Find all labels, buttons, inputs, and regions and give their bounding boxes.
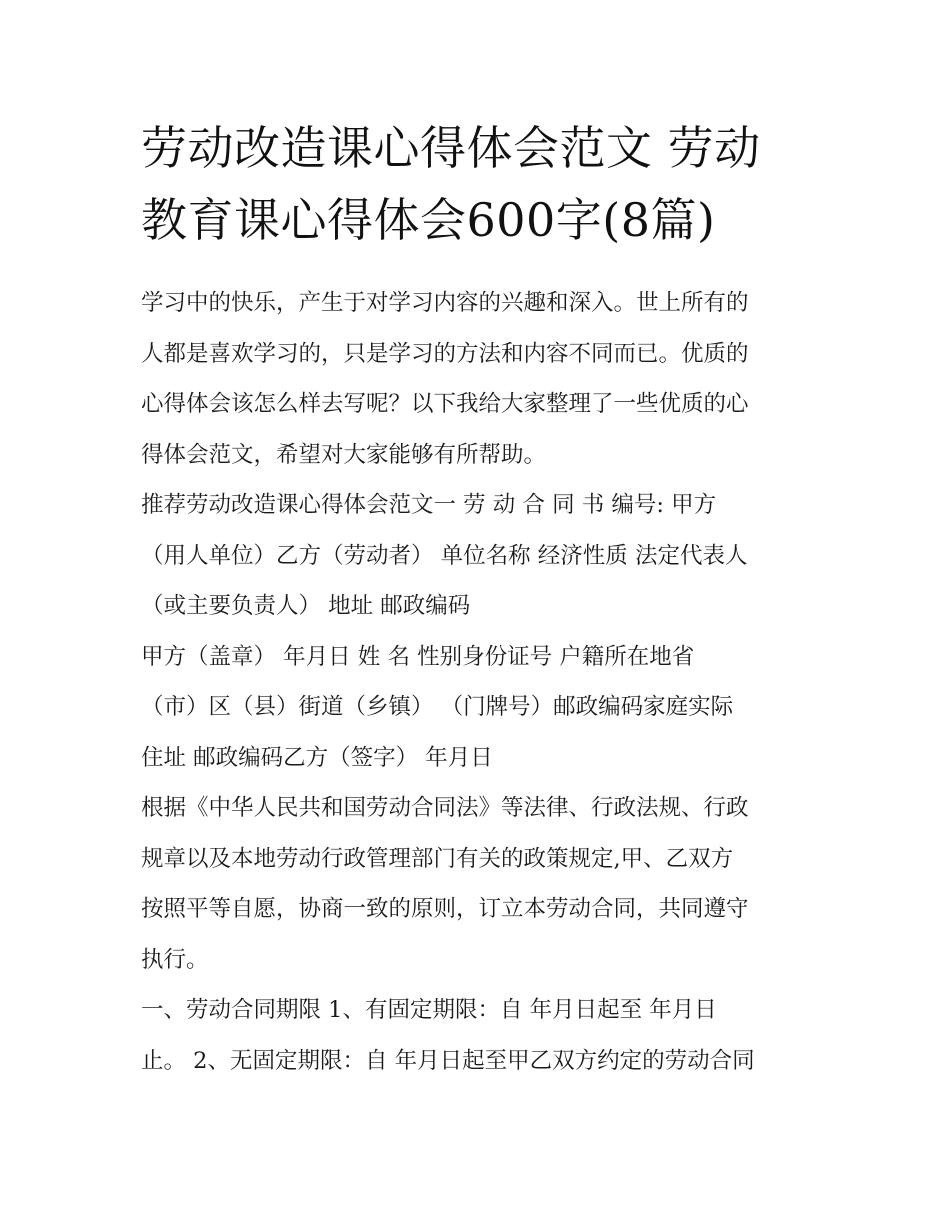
title-line-1: 劳动改造课心得体会范文 劳动 [141,121,761,175]
paragraph-contract-header [141,480,813,632]
text-line: 一、劳动合同期限 1、有固定期限：自 年月日起至 年月日 [141,997,717,1023]
text-line: （或主要负责人） 地址 邮政编码 [141,593,471,619]
text-line: 学习中的快乐，产生于对学习内容的兴趣和深入。世上所有的 [141,290,749,316]
paragraph-legal-basis [141,783,813,985]
document-title [141,112,813,256]
text-line: 止。 2、无固定期限：自 年月日起至甲乙双方约定的劳动合同 [141,1047,755,1074]
document-body [141,112,813,1086]
text-line: 规章以及本地劳动行政管理部门有关的政策规定,甲、乙双方 [141,845,734,872]
text-line: 推荐劳动改造课心得体会范文一 劳 动 合 同 书 编号: 甲方 [141,492,717,518]
text-line: 甲方（盖章） 年月日 姓 名 性别身份证号 户籍所在地省 [141,643,695,670]
text-line: 执行。 [141,946,209,973]
text-line: （市）区（县）街道（乡镇） （门牌号）邮政编码家庭实际 [141,694,734,720]
text-line: 得体会范文，希望对大家能够有所帮助。 [141,441,547,468]
paragraph-party-info [141,632,813,784]
text-line: 住址 邮政编码乙方（签字） 年月日 [141,744,493,771]
text-line: 按照平等自愿，协商一致的原则，订立本劳动合同，共同遵守 [141,896,749,922]
paragraph-contract-term [141,985,813,1086]
text-line: 根据《中华人民共和国劳动合同法》等法律、行政法规、行政 [141,795,749,821]
text-line: 心得体会该怎么样去写呢？以下我给大家整理了一些优质的心 [141,391,749,417]
text-line: （用人单位）乙方（劳动者） 单位名称 经济性质 法定代表人 [141,542,748,569]
title-line-2: 教育课心得体会600字(8篇) [141,193,716,247]
paragraph-intro [141,278,813,480]
text-line: 人都是喜欢学习的，只是学习的方法和内容不同而已。优质的 [141,340,749,367]
